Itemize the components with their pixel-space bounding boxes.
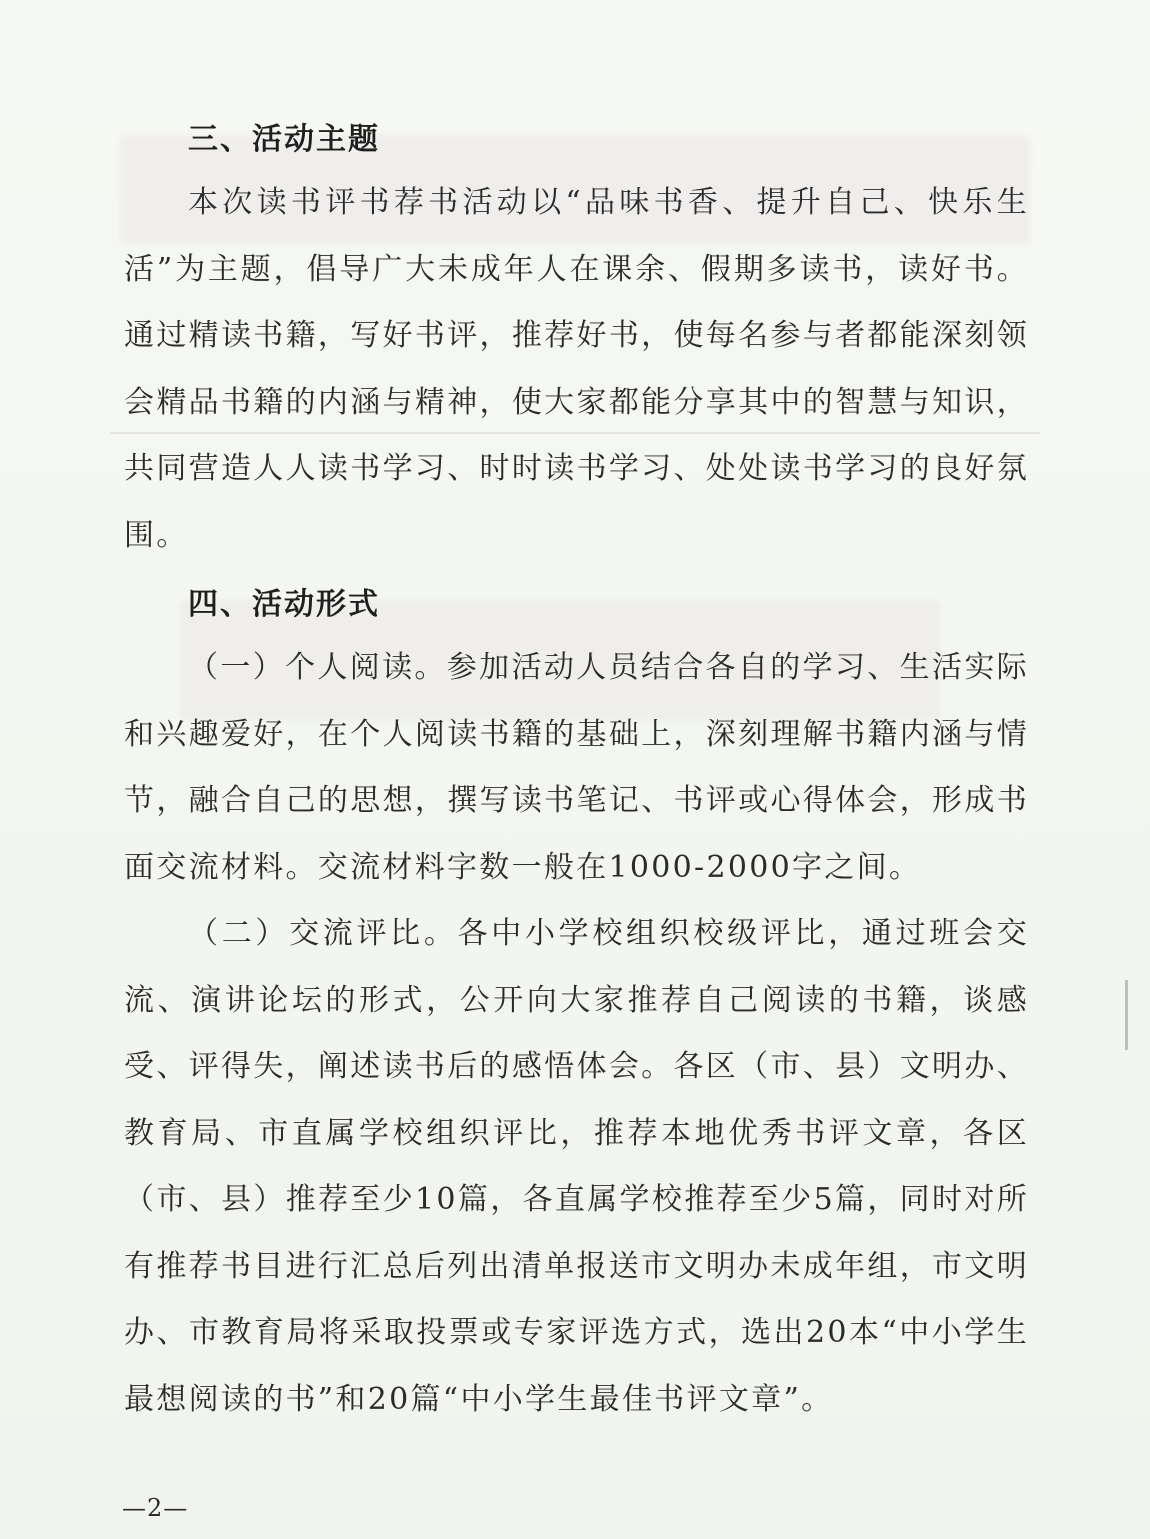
paragraph-theme: 本次读书评书荐书活动以“品味书香、提升自己、快乐生活”为主题，倡导广大未成年人在课余、假期多读书，读好书。通过精读书籍，写好书评，推荐好书，使每名参与者都能深刻领会精品书籍的内涵与精神，使大家都能分享其中的智慧与知识，共同营造人人读书学习、时时读书学习、处处读书学习的良好氛围。 <box>124 185 1029 553</box>
section-heading-theme: 三、活动主题 <box>188 122 380 157</box>
page-number: —2— <box>122 1494 189 1522</box>
paragraph-exchange-review: （二）交流评比。各中小学校组织校级评比，通过班会交流、演讲论坛的形式，公开向大家推荐自己阅读的书籍，谈感受、评得失，阐述读书后的感悟体会。各区（市、县）文明办、教育局、市直属学校组织评比，推荐本地优秀书评文章，各区（市、县）推荐至少10篇，各直属学校推荐至少5篇，同时对所有推荐书目进行汇总后列出清单报送市文明办未成年组，市文明办、市教育局将采取投票或专家评选方式，选出20本“中小学生最想阅读的书”和20篇“中小学生最佳书评文章”。 <box>124 916 1029 1417</box>
document-body <box>124 110 1029 1433</box>
scan-edge-mark <box>1125 980 1128 1050</box>
paragraph-individual-reading: （一）个人阅读。参加活动人员结合各自的学习、生活实际和兴趣爱好，在个人阅读书籍的基础上，深刻理解书籍内涵与情节，融合自己的思想，撰写读书笔记、书评或心得体会，形成书面交流材料。交流材料字数一般在1000-2000字之间。 <box>124 650 1029 885</box>
section-heading-format: 四、活动形式 <box>188 587 380 622</box>
